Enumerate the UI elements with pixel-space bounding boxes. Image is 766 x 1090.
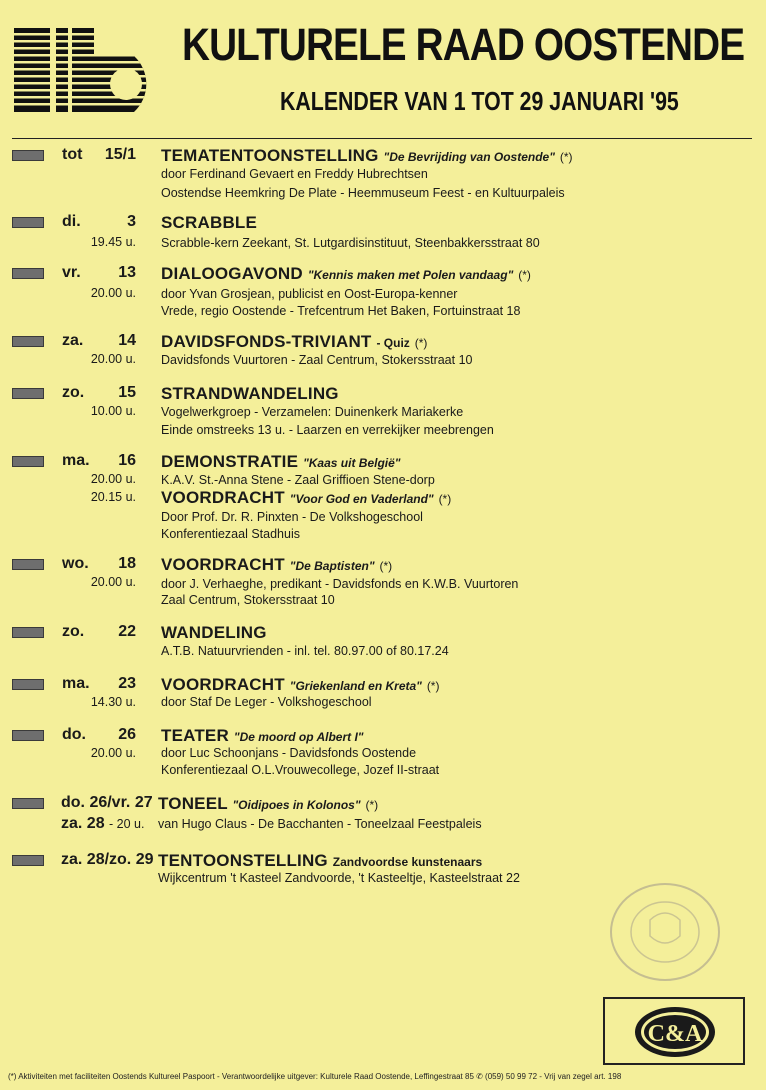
- event-note: (*): [438, 492, 452, 506]
- event-date: 16: [118, 452, 136, 469]
- event-time: 20.00 u.: [90, 286, 136, 300]
- event-marker-icon: [12, 150, 44, 161]
- kro-logo-icon: [14, 20, 174, 120]
- event-detail: Scrabble-kern Zeekant, St. Lutgardisinstituut, Steenbakkersstraat 80: [161, 236, 540, 250]
- event-time: - 20 u.: [109, 817, 145, 831]
- event-detail: Davidsfonds Vuurtoren - Zaal Centrum, Stokersstraat 10: [161, 353, 473, 367]
- event-title: [161, 213, 257, 233]
- event-date-range: za. 28/zo. 29: [61, 851, 154, 868]
- event-subtitle: "Voor God en Vaderland": [289, 492, 434, 506]
- event-title: [161, 452, 400, 472]
- page-title: KULTURELE RAAD OOSTENDE: [182, 19, 745, 70]
- event-day: zo.: [62, 623, 85, 640]
- event-title: [161, 555, 392, 575]
- event-detail: door Luc Schoonjans - Davidsfonds Oostende: [161, 746, 417, 760]
- event-time: 19.45 u.: [90, 235, 136, 249]
- event-detail: Konferentiezaal O.L.Vrouwecollege, Jozef II-straat: [161, 763, 440, 777]
- event-suffix: - Quiz: [376, 336, 410, 350]
- event-date-range: do. 26/vr. 27: [61, 794, 153, 811]
- event-detail: Wijkcentrum 't Kasteel Zandvoorde, 't Kasteeltje, Kasteelstraat 22: [158, 871, 520, 885]
- event-day: do.: [62, 726, 86, 743]
- ca-logo-icon: [633, 1005, 717, 1059]
- event-title: [158, 851, 482, 871]
- event-date: 23: [118, 675, 136, 692]
- event-marker-icon: [12, 388, 44, 399]
- event-note: (*): [414, 336, 428, 350]
- event-note: (*): [365, 798, 379, 812]
- header-divider: [12, 138, 752, 139]
- event-date: 13: [118, 264, 136, 281]
- event-date: 15/1: [104, 146, 136, 163]
- event-day: di.: [62, 213, 81, 230]
- event-suffix: Zandvoordse kunstenaars: [332, 855, 483, 869]
- event-title-text: DAVIDSFONDS-TRIVIANT: [161, 332, 372, 351]
- event-time: 20.15 u.: [90, 490, 136, 504]
- event-date: 18: [118, 555, 136, 572]
- event-subtitle: "Griekenland en Kreta": [289, 679, 422, 693]
- event-detail: K.A.V. St.-Anna Stene - Zaal Griffioen Stene-dorp: [161, 473, 435, 487]
- event-marker-icon: [12, 268, 44, 279]
- event-detail: Oostendse Heemkring De Plate - Heemmuseum Feest - en Kultuurpaleis: [161, 186, 565, 200]
- event-day: zo.: [62, 384, 85, 401]
- event-title-text: TENTOONSTELLING: [158, 851, 328, 870]
- event-title: [161, 675, 439, 695]
- event-title-text: SCRABBLE: [161, 213, 258, 232]
- event-title-text: VOORDRACHT: [161, 555, 285, 574]
- event-title-text: STRANDWANDELING: [161, 384, 339, 403]
- footer-note: (*) Aktiviteiten met faciliteiten Oostends Kultureel Paspoort - Verantwoordelijke uitgever: Kulturele Raad Oostende, Leffingestraat 85 ✆ (059) 50 99 72 - Vrij van zegel art. 198: [8, 1072, 622, 1081]
- event-detail: door Ferdinand Gevaert en Freddy Hubrechtsen: [161, 167, 428, 181]
- event-title: [161, 623, 267, 643]
- event-subtitle: "De Baptisten": [289, 559, 375, 573]
- event-subtitle: "De moord op Albert I": [233, 730, 364, 744]
- event-title: [161, 488, 451, 508]
- event-title-text: VOORDRACHT: [161, 675, 285, 694]
- event-time: 20.00 u.: [90, 472, 136, 486]
- event-detail: door J. Verhaeghe, predikant - Davidsfonds en K.W.B. Vuurtoren: [161, 577, 519, 591]
- event-title: [161, 332, 427, 352]
- event-date: 15: [118, 384, 136, 401]
- event-date2: za. 28: [61, 815, 105, 832]
- event-date: 3: [127, 213, 136, 230]
- event-subtitle: "Kaas uit België": [303, 456, 401, 470]
- event-title: [161, 384, 339, 404]
- event-time: 20.00 u.: [90, 575, 136, 589]
- event-marker-icon: [12, 559, 44, 570]
- event-title: [158, 794, 378, 814]
- event-detail: A.T.B. Natuurvrienden - inl. tel. 80.97.00 of 80.17.24: [161, 644, 449, 658]
- event-time: 10.00 u.: [90, 404, 136, 418]
- page-subtitle: KALENDER VAN 1 TOT 29 JANUARI '95: [280, 86, 679, 116]
- event-marker-icon: [12, 217, 44, 228]
- event-note: (*): [559, 150, 573, 164]
- ca-logo-text: C&A: [647, 1021, 703, 1047]
- sponsor-box: [603, 997, 745, 1065]
- event-day: za.: [62, 332, 84, 349]
- event-time: 14.30 u.: [90, 695, 136, 709]
- event-marker-icon: [12, 627, 44, 638]
- event-title-text: DIALOOGAVOND: [161, 264, 303, 283]
- event-title-text: TEATER: [161, 726, 229, 745]
- event-day: ma.: [62, 675, 90, 692]
- event-marker-icon: [12, 798, 44, 809]
- event-title-text: DEMONSTRATIE: [161, 452, 299, 471]
- event-detail: van Hugo Claus - De Bacchanten - Toneelzaal Feestpaleis: [158, 817, 482, 831]
- event-marker-icon: [12, 456, 44, 467]
- event-title: [161, 726, 364, 746]
- event-time: 20.00 u.: [90, 352, 136, 366]
- event-note: (*): [518, 268, 531, 282]
- event-title: [161, 146, 573, 166]
- event-date-secondary: [61, 815, 144, 833]
- event-detail: door Yvan Grosjean, publicist en Oost-Europa-kenner: [161, 287, 458, 301]
- municipal-seal-icon: [606, 880, 724, 984]
- event-day: vr.: [62, 264, 81, 281]
- event-detail: Zaal Centrum, Stokersstraat 10: [161, 593, 335, 607]
- event-date: 14: [118, 332, 136, 349]
- event-title-text: TEMATENTOONSTELLING: [161, 146, 379, 165]
- event-title-text: WANDELING: [161, 623, 267, 642]
- event-day: tot: [62, 146, 83, 163]
- event-day: ma.: [62, 452, 90, 469]
- event-detail: Vogelwerkgroep - Verzamelen: Duinenkerk Mariakerke: [161, 405, 464, 419]
- event-title-text: VOORDRACHT: [161, 488, 285, 507]
- event-subtitle: "Kennis maken met Polen vandaag": [307, 268, 514, 282]
- event-subtitle: "De Bevrijding van Oostende": [383, 150, 555, 164]
- event-marker-icon: [12, 336, 44, 347]
- event-date: 26: [118, 726, 136, 743]
- event-day: wo.: [62, 555, 89, 572]
- event-title-text: TONEEL: [158, 794, 228, 813]
- event-date: 22: [118, 623, 136, 640]
- event-marker-icon: [12, 855, 44, 866]
- event-note: (*): [426, 679, 440, 693]
- event-detail: Vrede, regio Oostende - Trefcentrum Het Baken, Fortuinstraat 18: [161, 304, 521, 318]
- event-detail: Door Prof. Dr. R. Pinxten - De Volkshogeschool: [161, 510, 423, 524]
- event-detail: Einde omstreeks 13 u. - Laarzen en verrekijker meebrengen: [161, 423, 494, 437]
- event-marker-icon: [12, 730, 44, 741]
- event-marker-icon: [12, 679, 44, 690]
- event-time: 20.00 u.: [90, 746, 136, 760]
- event-detail: Konferentiezaal Stadhuis: [161, 527, 300, 541]
- event-subtitle: "Oidipoes in Kolonos": [232, 798, 361, 812]
- event-detail: door Staf De Leger - Volkshogeschool: [161, 695, 372, 709]
- event-title: [161, 264, 531, 284]
- event-note: (*): [379, 559, 393, 573]
